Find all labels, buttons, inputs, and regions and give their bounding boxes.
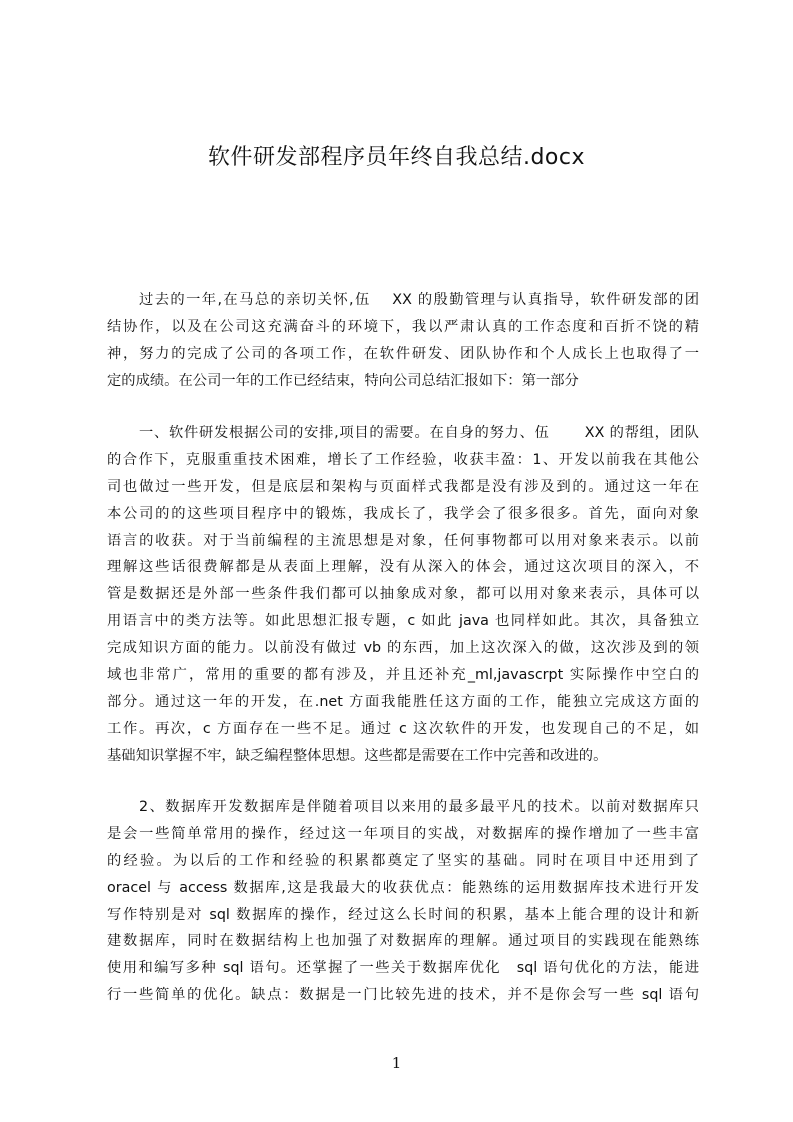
text-line: 用语言中的类方法等。如此思想汇报专题，c 如此 java 也同样如此。其次，具备独立: [107, 613, 699, 630]
paragraph-1: [107, 287, 699, 395]
text-line: 工作。再次，c 方面存在一些不足。通过 c 这次软件的开发，也发现自己的不足，如: [107, 720, 699, 737]
text-line: 完成知识方面的能力。以前没有做过 vb 的东西，加上这次深入的做，这次涉及到的领: [107, 640, 699, 657]
text-line: 神，努力的完成了公司的各项工作，在软件研发、团队协作和个人成长上也取得了一: [107, 345, 699, 362]
text-line: 写作特别是对 sql 数据库的操作，经过这么长时间的积累，基本上能合理的设计和新: [107, 906, 699, 923]
paragraph-2: [107, 420, 699, 770]
text-line: 理解这些话很费解都是从表面上理解，没有从深入的体会，通过这次项目的深入，不: [107, 559, 699, 576]
text-line: 是会一些简单常用的操作，经过这一年项目的实战，对数据库的操作增加了一些丰富: [107, 825, 699, 842]
paragraph-3: [107, 794, 699, 1009]
text-line: 管是数据还是外部一些条件我们都可以抽象成对象，都可以用对象来表示，具体可以: [107, 586, 699, 603]
text-line: 本公司的的这些项目程序中的锻炼，我成长了，我学会了很多很多。首先，面向对象: [107, 505, 699, 522]
text-line: 部分。通过这一年的开发，在.net 方面我能胜任这方面的工作，能独立完成这方面的: [107, 693, 699, 710]
text-line: 的经验。为以后的工作和经验的积累都奠定了坚实的基础。同时在项目中还用到了: [107, 852, 699, 869]
text-line: 定的成绩。在公司一年的工作已经结束，特向公司总结汇报如下：第一部分: [107, 372, 579, 389]
text-line: 2、数据库开发数据库是伴随着项目以来用的最多最平凡的技术。以前对数据库只: [139, 799, 699, 815]
text-line: 域也非常广，常用的重要的都有涉及，并且还补充_ml,javascrpt 实际操作中空白的: [107, 667, 699, 684]
document-title: 软件研发部程序员年终自我总结.docx: [207, 145, 586, 170]
text-line: 司也做过一些开发，但是底层和架构与页面样式我都是没有涉及到的。通过这一年在: [107, 478, 699, 495]
text-line: 的合作下，克服重重技术困难，增长了工作经验，收获丰盈：1、开发以前我在其他公: [107, 451, 699, 468]
page-number: 1: [391, 1054, 402, 1072]
text-line: 建数据库，同时在数据结构上也加强了对数据库的理解。通过项目的实践现在能熟练: [107, 933, 699, 950]
text-line: 语言的收获。对于当前编程的主流思想是对象，任何事物都可以用对象来表示。以前: [107, 532, 699, 549]
text-line: oracel 与 access 数据库,这是我最大的收获优点：能熟练的运用数据库技术进行开发: [107, 879, 699, 896]
text-line: 行一些简单的优化。缺点：数据是一门比较先进的技术，并不是你会写一些 sql 语句: [107, 987, 699, 1004]
text-line: 一、软件研发根据公司的安排,项目的需要。在自身的努力、伍 XX 的帮组，团队: [139, 425, 699, 441]
text-line: 结协作，以及在公司这充满奋斗的环境下，我以严肃认真的工作态度和百折不饶的精: [107, 318, 699, 335]
text-line: 基础知识掌握不牢，缺乏编程整体思想。这些都是需要在工作中完善和改进的。: [107, 747, 608, 764]
text-line: 过去的一年,在马总的亲切关怀,伍 XX 的殷勤管理与认真指导，软件研发部的团: [139, 292, 699, 308]
text-line: 使用和编写多种 sql 语句。还掌握了一些关于数据库优化 sql 语句优化的方法，能进: [107, 960, 699, 977]
